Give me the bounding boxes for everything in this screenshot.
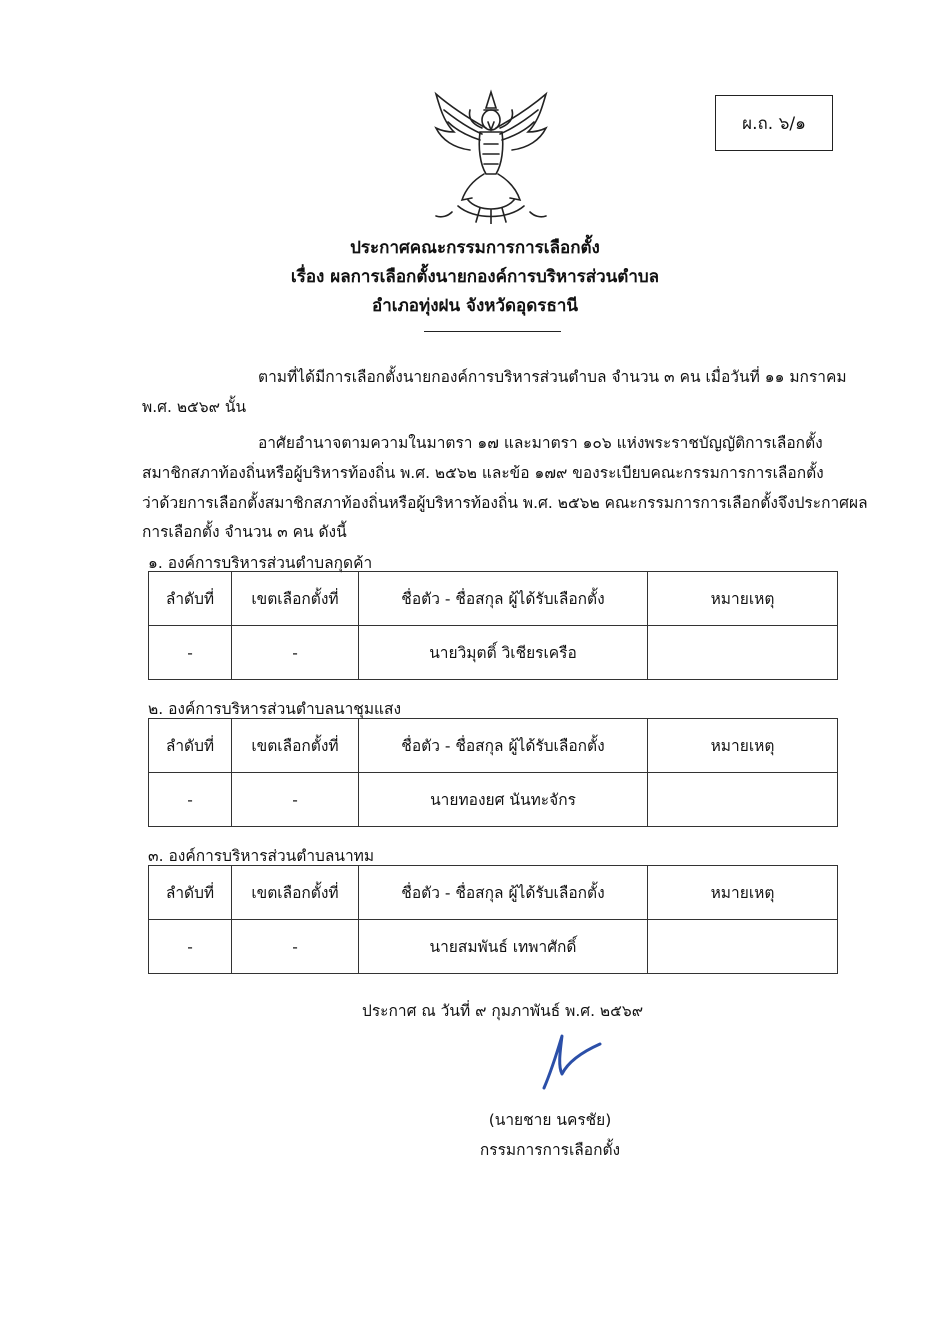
result-table-3 (148, 865, 838, 974)
cell-district: - (232, 920, 359, 974)
cell-order: - (149, 920, 232, 974)
announcement-location: อำเภอทุ่งฝน จังหวัดอุดรธานี (372, 296, 578, 316)
result-table-1 (148, 571, 838, 680)
cell-remark (648, 773, 838, 827)
paragraph-1-line-1: ตามที่ได้มีการเลือกตั้งนายกองค์การบริหารส่วนตำบล จำนวน ๓ คน เมื่อวันที่ ๑๑ มกราคม (258, 368, 847, 386)
header-order: ลำดับที่ (149, 866, 232, 920)
signer-name: (นายชาย นครชัย) (488, 1111, 612, 1129)
paragraph-2-line-3: ว่าด้วยการเลือกตั้งสมาชิกสภาท้องถิ่นหรือผู้บริหารท้องถิ่น พ.ศ. ๒๕๖๒ คณะกรรมการการเลือกตั้งจึงประกาศผล (142, 494, 868, 512)
announcement-title: ประกาศคณะกรรมการการเลือกตั้ง (350, 238, 600, 258)
cell-remark (648, 626, 838, 680)
paragraph-2-line-1: อาศัยอำนาจตามความในมาตรา ๑๗ และมาตรา ๑๐๖ แห่งพระราชบัญญัติการเลือกตั้ง (258, 434, 823, 452)
header-remark: หมายเหตุ (648, 866, 838, 920)
header-district: เขตเลือกตั้งที่ (232, 572, 359, 626)
table-row (149, 626, 838, 680)
paragraph-1-line-2: พ.ศ. ๒๕๖๙ นั้น (142, 398, 247, 416)
paragraph-2-line-2: สมาชิกสภาท้องถิ่นหรือผู้บริหารท้องถิ่น พ.ศ. ๒๕๖๒ และข้อ ๑๗๙ ของระเบียบคณะกรรมการการเลือกตั้ง (142, 464, 824, 482)
cell-remark (648, 920, 838, 974)
form-code: ผ.ถ. ๖/๑ (742, 113, 806, 134)
cell-name: นายสมพันธ์ เทพาศักดิ์ (359, 920, 648, 974)
announcement-subject: เรื่อง ผลการเลือกตั้งนายกองค์การบริหารส่วนตำบล (290, 267, 660, 287)
result-table-2 (148, 718, 838, 827)
header-district: เขตเลือกตั้งที่ (232, 719, 359, 773)
cell-order: - (149, 773, 232, 827)
table-header-row (149, 866, 838, 920)
cell-name: นายวิมุตติ์ วิเชียรเครือ (359, 626, 648, 680)
header-order: ลำดับที่ (149, 572, 232, 626)
signer-position: กรรมการการเลือกตั้ง (479, 1141, 621, 1159)
header-remark: หมายเหตุ (648, 719, 838, 773)
header-name: ชื่อตัว - ชื่อสกุล ผู้ได้รับเลือกตั้ง (359, 572, 648, 626)
signature-mark (538, 1026, 608, 1092)
table-row (149, 773, 838, 827)
announce-date: ประกาศ ณ วันที่ ๙ กุมภาพันธ์ พ.ศ. ๒๕๖๙ (362, 1002, 644, 1020)
header-name: ชื่อตัว - ชื่อสกุล ผู้ได้รับเลือกตั้ง (359, 866, 648, 920)
header-name: ชื่อตัว - ชื่อสกุล ผู้ได้รับเลือกตั้ง (359, 719, 648, 773)
cell-district: - (232, 626, 359, 680)
cell-name: นายทองยศ นันทะจักร (359, 773, 648, 827)
table-header-row (149, 719, 838, 773)
cell-district: - (232, 773, 359, 827)
form-code-box (715, 95, 833, 151)
section-3-title: ๓. องค์การบริหารส่วนตำบลนาทม (148, 847, 375, 865)
section-2-title: ๒. องค์การบริหารส่วนตำบลนาชุมแสง (148, 700, 402, 718)
header-order: ลำดับที่ (149, 719, 232, 773)
table-header-row (149, 572, 838, 626)
paragraph-2-line-4: การเลือกตั้ง จำนวน ๓ คน ดังนี้ (142, 523, 347, 541)
garuda-emblem-icon (428, 88, 554, 224)
title-divider (424, 331, 561, 332)
header-remark: หมายเหตุ (648, 572, 838, 626)
header-district: เขตเลือกตั้งที่ (232, 866, 359, 920)
table-row (149, 920, 838, 974)
section-1-title: ๑. องค์การบริหารส่วนตำบลกุดค้า (148, 554, 373, 572)
cell-order: - (149, 626, 232, 680)
